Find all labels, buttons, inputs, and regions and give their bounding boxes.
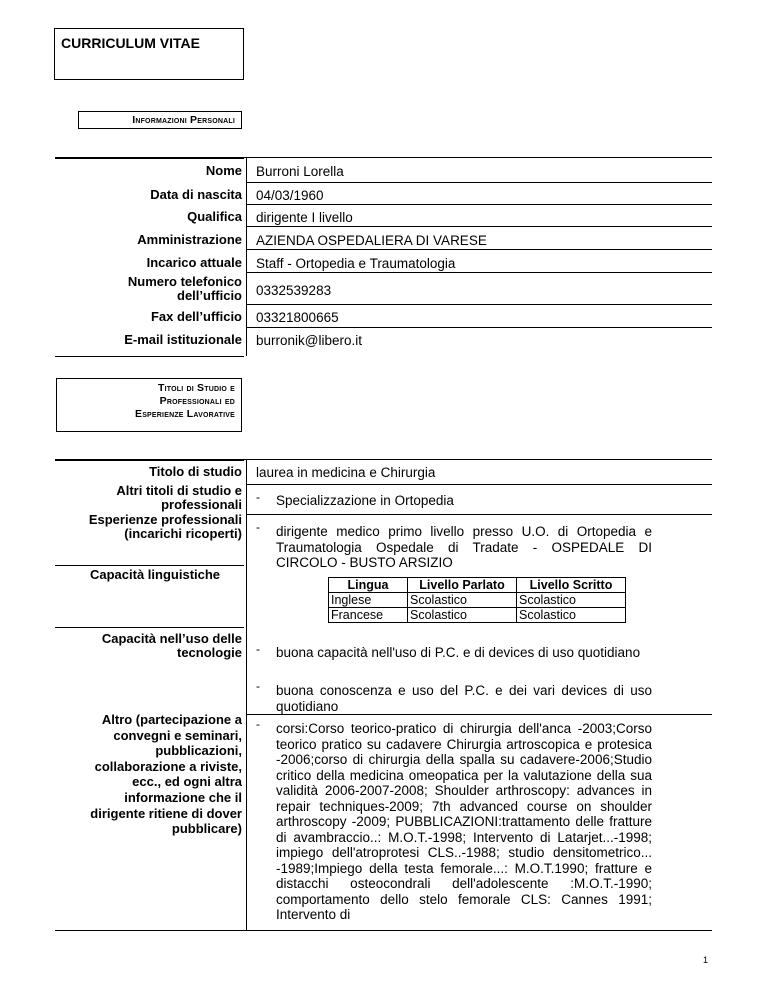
title-box bbox=[54, 28, 244, 80]
section-personal-info bbox=[78, 111, 242, 129]
section-studies bbox=[56, 378, 242, 432]
row-divider bbox=[246, 714, 712, 715]
label-incarico: Incarico attuale bbox=[146, 255, 242, 270]
studies-top-border-2 bbox=[55, 460, 244, 461]
label-altro-line: collaborazione a riviste, bbox=[94, 758, 242, 774]
table-row bbox=[329, 608, 626, 623]
language-table-header bbox=[329, 578, 626, 593]
page-title: CURRICULUM VITAE bbox=[61, 35, 200, 51]
value-amministrazione: AZIENDA OSPEDALIERA DI VARESE bbox=[256, 233, 487, 248]
label-telefono bbox=[56, 275, 242, 303]
label-altri-titoli bbox=[56, 484, 242, 512]
personal-bottom-border bbox=[55, 356, 244, 357]
value-qualifica: dirigente I livello bbox=[256, 210, 353, 225]
row-divider bbox=[246, 327, 712, 328]
value-altri-titoli: Specializzazione in Ortopedia bbox=[276, 493, 454, 508]
value-tecnologie-2: buona conoscenza e uso del P.C. e dei vari devices di uso quotidiano bbox=[276, 683, 652, 714]
page-number: 1 bbox=[702, 955, 708, 965]
value-titolo-studio: laurea in medicina e Chirurgia bbox=[256, 465, 436, 480]
row-divider-left bbox=[55, 565, 244, 566]
row-divider bbox=[246, 204, 712, 205]
label-telefono-line2: dell’ufficio bbox=[177, 288, 242, 303]
value-esperienze: dirigente medico primo livello presso U.O. di Ortopedia e Traumatologia Ospedale di Tradate - OSPEDALE DI CIRCOLO - BUSTO ARSIZIO bbox=[276, 524, 652, 570]
bullet-dash: - bbox=[256, 717, 260, 731]
label-altri-titoli-line2: professionali bbox=[161, 497, 242, 512]
row-divider bbox=[246, 514, 712, 515]
label-altro-line: convegni e seminari, bbox=[113, 727, 242, 743]
label-nome: Nome bbox=[205, 163, 242, 178]
row-divider bbox=[246, 272, 712, 273]
section-studies-line3: Esperienze Lavorative bbox=[134, 408, 235, 420]
label-tecnologie-line2: tecnologie bbox=[176, 645, 242, 660]
label-altro bbox=[56, 712, 242, 837]
value-telefono: 0332539283 bbox=[256, 283, 332, 298]
label-altro-line: pubblicare) bbox=[171, 821, 242, 837]
row-divider bbox=[246, 182, 712, 183]
label-titolo-studio: Titolo di studio bbox=[149, 464, 242, 479]
section-studies-line2: Professionali ed bbox=[159, 395, 235, 407]
label-altro-line: Altro (partecipazione a bbox=[101, 712, 242, 727]
col-lingua: Lingua bbox=[329, 578, 408, 593]
row-divider bbox=[246, 304, 712, 305]
label-tecnologie-line1: Capacità nell’uso delle bbox=[101, 631, 242, 646]
label-tecnologie bbox=[56, 632, 242, 660]
table-row bbox=[329, 593, 626, 608]
row-divider bbox=[246, 484, 712, 485]
row-divider bbox=[246, 249, 712, 250]
label-email: E-mail istituzionale bbox=[124, 332, 242, 347]
label-esperienze-line2: (incarichi ricoperti) bbox=[124, 526, 242, 541]
footer-line bbox=[55, 930, 712, 931]
value-nome: Burroni Lorella bbox=[256, 164, 344, 179]
bullet-dash: - bbox=[256, 490, 260, 504]
row-divider bbox=[246, 226, 712, 227]
label-telefono-line1: Numero telefonico bbox=[127, 274, 242, 289]
bullet-dash: - bbox=[256, 642, 260, 656]
label-altro-line: pubblicazioni, bbox=[155, 743, 242, 759]
cell: Scolastico bbox=[517, 608, 626, 623]
cell: Francese bbox=[329, 608, 408, 623]
label-esperienze bbox=[56, 513, 242, 541]
personal-top-border-2 bbox=[55, 158, 244, 159]
cell: Inglese bbox=[329, 593, 408, 608]
section-personal-info-label: Informazioni Personali bbox=[132, 114, 235, 126]
cell: Scolastico bbox=[408, 593, 517, 608]
value-email: burronik@libero.it bbox=[256, 333, 362, 348]
label-altro-line: dirigente ritiene di dover bbox=[90, 805, 242, 821]
label-altri-titoli-line1: Altri titoli di studio e bbox=[116, 483, 242, 498]
col-scritto: Livello Scritto bbox=[517, 578, 626, 593]
language-table bbox=[328, 577, 626, 623]
bullet-dash: - bbox=[256, 679, 260, 693]
bullet-dash: - bbox=[256, 520, 260, 534]
label-altro-line: informazione che il bbox=[124, 789, 242, 805]
value-fax: 03321800665 bbox=[256, 310, 339, 325]
studies-column-divider bbox=[246, 460, 247, 930]
value-data-nascita: 04/03/1960 bbox=[256, 188, 324, 203]
value-tecnologie-1: buona capacità nell'uso di P.C. e di devices di uso quotidiano bbox=[276, 645, 641, 660]
label-data-nascita: Data di nascita bbox=[150, 187, 242, 202]
label-qualifica: Qualifica bbox=[187, 209, 242, 224]
col-parlato: Livello Parlato bbox=[408, 578, 517, 593]
value-altro: corsi:Corso teorico-pratico di chirurgia dell'anca -2003;Corso teorico pratico su cadavere Chirurgia artroscopica e protesica -2006;corso di chirurgia della spalla su cadavere-2006;Studio critico della medicina omeopatica per la valutazione della sua validità 2006-2007-2008; Shoulder arthroscopy: advances in repair techniques-2009; 7th advanced course on shoulder arthroscopy -2009; PUBBLICAZIONI:trattamento delle fratture di avambraccio..: M.O.T.-1998; Intervento di Latarjet...-1998; impiego dell'atroprotesi CLS..-1988; studio densitometrico... -1989;Impiego della testa femorale...: M.O.T.1990; fratture e distacchi osteocondrali dell'adolescente :M.O.T.-1990; comportamento dello stelo femorale CLS: Cannes 1991; Intervento di bbox=[276, 721, 652, 922]
label-altro-line: ecc., ed ogni altra bbox=[132, 774, 242, 790]
cell: Scolastico bbox=[408, 608, 517, 623]
label-fax: Fax dell’ufficio bbox=[150, 309, 242, 324]
row-divider-left bbox=[55, 627, 244, 628]
label-esperienze-line1: Esperienze professionali bbox=[88, 512, 242, 527]
label-amministrazione: Amministrazione bbox=[137, 232, 242, 247]
label-lingue: Capacità linguistiche bbox=[90, 567, 221, 582]
section-studies-line1: Titoli di Studio e bbox=[158, 382, 235, 394]
cell: Scolastico bbox=[517, 593, 626, 608]
value-incarico: Staff - Ortopedia e Traumatologia bbox=[256, 256, 456, 271]
